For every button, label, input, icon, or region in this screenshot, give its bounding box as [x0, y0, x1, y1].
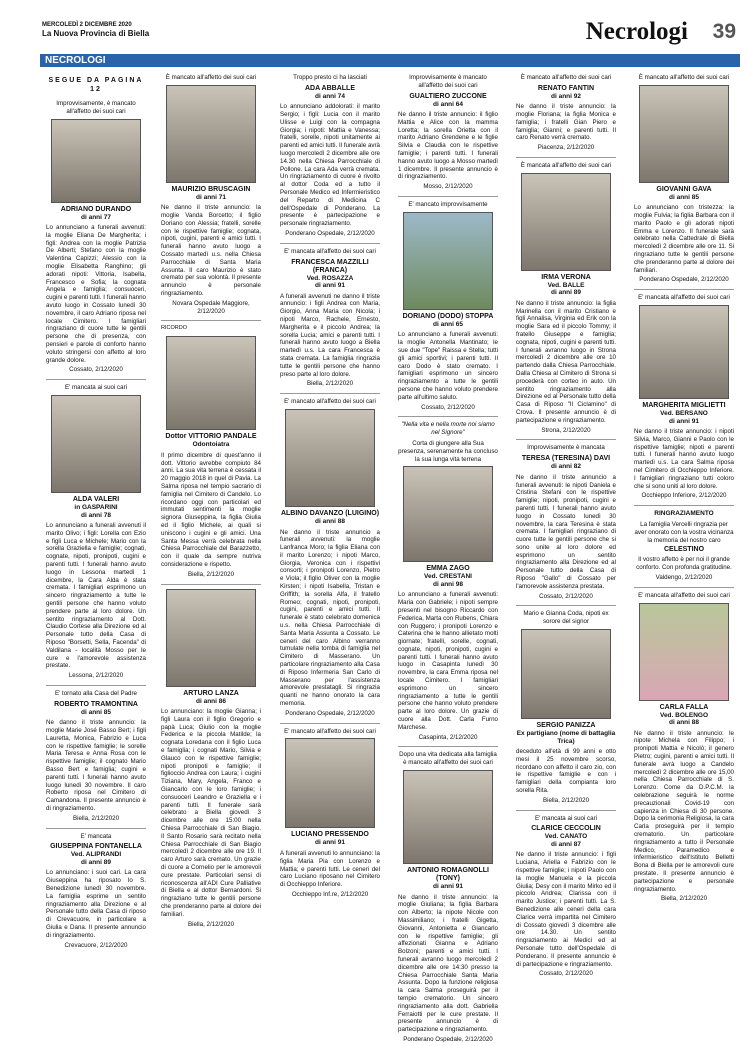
notice-verona [516, 162, 616, 434]
portrait-photo [166, 589, 256, 687]
portrait-photo [521, 629, 611, 719]
notice-gava [634, 74, 734, 284]
notice-sign: Biella, 2/12/2020 [187, 570, 235, 578]
deceased-name: GIUSEPPINA FONTANELLA [50, 843, 142, 851]
notice-text: Ne danno il triste annuncio: i nipoti Silvia, Marco, Gianni e Paolo con le rispettive famiglie; nipoti e parenti tutti. I funerali hanno avuto luogo martedì u.s. La cara Salma riposa nel Cimitero di Occhieppo Inferiore. I famigliari ringraziano tutti coloro che si sono uniti al loro dolore. [634, 428, 734, 490]
notice-sign: Occhieppo Inf.re, 2/12/2020 [291, 890, 369, 898]
notice-romagnolli [398, 751, 498, 1042]
deceased-name: RENATO FANTIN [537, 84, 595, 92]
notice-intro: È mancato all'affetto dei suoi cari [165, 74, 257, 81]
deceased-name: CLARICE CECCOLIN [531, 825, 601, 833]
notice-text: deceduto all'età di 99 anni e otto mesi il 25 novembre scorso, ricordano con affetto il caro zio, con le rispettive famiglie e con i famigliari della compianta loro sorella Rita. [516, 748, 616, 795]
notice-intro: E' mancato all'affetto dei suoi cari [284, 727, 376, 735]
deceased-age: di anni 91 [315, 282, 345, 290]
deceased-age: di anni 65 [433, 320, 463, 328]
deceased-name: DORIANO (DODO) STOPPA [402, 312, 494, 320]
notice-zuccone [398, 74, 498, 191]
deceased-name: FRANCESCA MAZZILLI (FRANCA) [291, 258, 369, 274]
divider [280, 243, 380, 244]
notice-ringraziamento [634, 510, 734, 582]
notice-sign: Ponderano Ospedale, 2/12/2020 [639, 276, 729, 284]
notice-intro: Corta di giungere alla Sua presenza, serenamente ha concluso la sua lunga vita terrena [398, 439, 498, 463]
notice-text: Lo annunciano: i suoi cari. La cara Giuseppina ha riposato lo S. Benedizione lunedì 30 novembre. La famiglia esprime un sentito ringraziamento alla Direzione e al Personale tutto della Casa di riposo di Crevacuore, in particolare a Giulia e Dana. Il presente annuncio di ringraziamento. [46, 869, 146, 939]
divider [46, 379, 146, 380]
notice-sign: Cossato, 2/12/2020 [539, 592, 593, 600]
column-6 [634, 72, 734, 1042]
deceased-name: LUCIANO PRESSENDO [291, 831, 369, 839]
divider [516, 439, 616, 440]
notice-text: Lo annunciano: la moglie Gianna; i figli Laura con il figlio Gregorio e papà Luca; Giulio con la moglie Federica e la piccola Matilde; la cognata Loredana con il figlio Luca e famiglia; i cognati Mario, Silvia e Glauco con le rispettive famiglie; nipoti pronipoti e famiglie; il figlioccio Andrea con Laura; i cugini Tiziana, Mary, Angela, Franco e Giancarlo con le loro famiglie; i consuoceri Leandro e Graziella e i parenti tutti. Il funerale sarà celebrato a Biella giovedì 3 dicembre alle ore 15:00 nella Chiesa Parrocchiale di San Biagio. Il Santo Rosario sarà recitato nella Chiesa Parrocchiale di San Biagio mercoledì 2 dicembre alle ore 19. Il caro Arturo sarà cremato. Un grazie di cuore a Cornelio per le amorevoli cure prestate. Particolari sensi di riconoscenza all'ADI Cure Palliative di Biella e al dottor Bernardoni. Si ringraziano tutte le gentili persone che prenderanno parte al dolore dei familiari. [161, 708, 261, 918]
deceased-age: di anni 88 [315, 518, 345, 525]
notice-intro: E' mancato improvvisamente [408, 201, 488, 209]
notice-text: Ne danno il triste annuncio a funerali avvenuti: le nipoti Daniela e Cristina Stefani con le rispettive famiglie; nipoti, pronipoti, cugini e parenti tutti. I funerali hanno avuto luogo in Cossato lunedì 30 novembre, la cara Teresina è stata cremata. I famigliari ringraziano di cuore tutte le gentili persone che si sono unite al loro dolore ed esprimono un sentito ringraziamento alla Direzione ed al Personale tutto della Casa di Riposo "Gallo" di Cossato per l'amorevole assistenza prestata. [516, 473, 616, 590]
portrait-photo [521, 173, 611, 271]
column-3 [280, 72, 380, 1042]
notice-text: A funerali avvenuti ne danno il triste annuncio: i figli Andrea con Maria, Giorgio, Anna Maria con Nicola; i nipoti Marco, Rachele, Ernesto, Margherita e il piccolo Andrea; la sorella Lucia; amici e parenti tutti. I funerali hanno avuto luogo a Biella martedì u.s. La cara Francesca è stata cremata. La famiglia ringrazia tutte le gentili persone che hanno preso parte al loro dolore. [280, 292, 380, 378]
deceased-name: GIOVANNI GAVA [656, 185, 712, 193]
deceased-subname: Ved. BALLE [547, 281, 585, 289]
divider [398, 746, 498, 747]
deceased-name: ANTONIO ROMAGNOLLI (TONY) [407, 867, 489, 883]
deceased-age: di anni 71 [196, 193, 226, 201]
notice-sign: Valdengo, 2/12/2020 [655, 574, 713, 582]
notice-sign: Mosso, 2/12/2020 [423, 183, 473, 191]
section-bar [40, 54, 740, 67]
notice-sign: Biella, 2/12/2020 [542, 796, 590, 804]
deceased-name: CELESTINO [663, 546, 705, 554]
deceased-name: ADA ABBALLE [304, 84, 356, 92]
notice-intro: E' mancato all'affetto dei suoi cari [284, 398, 376, 406]
divider [161, 320, 261, 321]
column-2 [161, 72, 261, 1042]
deceased-subname: Ved. ALIPRANDI [70, 851, 122, 859]
divider [516, 810, 616, 811]
notice-intro: E' mancata all'affetto dei suoi cari [638, 294, 730, 302]
notice-text: Lo annunciano a funerali avvenuti: la moglie Eliana De Margherita; i figli: Andrea con la moglie Patrizia De Alberti; Stefano con la moglie Valentina Capizzi; Alessio con la moglie Elisabetta Ranghino; gli adorati nipoti: Vittoria, Isabella, Francesco e Sofia; la cognata Angela e famiglia; consuoceri, cugini e parenti tutti. I funerali hanno avuto luogo in Cossato lunedì 30 novembre, il caro Adriano riposa nel locale Cimitero. I famigliari ringraziano di cuore tutte le gentili persone che di presenza, con pensieri e parole di conforto hanno voluto stringersi con affetto al loro grande dolore. [46, 224, 146, 364]
notice-text: Lo annunciano a funerali avvenuti: la moglie Antonella Mantinato; le sue due "Tope" Raissa e Stella; tutti gli amici sportivi; i parenti tutti. Il caro Dodo è stato cremato. I famigliari esprimono un sincero ringraziamento a tutte le gentili persone che hanno voluto prendere parte all'ultimo saluto. [398, 331, 498, 401]
notice-fantin [516, 74, 616, 152]
portrait-photo [285, 738, 375, 828]
deceased-subname: Ved. BERSANO [660, 410, 708, 418]
notice-text: Ne danno il triste annuncio: la figlia Marinella con il marito Cristiano e figli Annalisa, Virginia ed Erik con la moglie Sara ed il piccolo Tommy; il fratello Giuseppe e famiglia; cognata, nipoti, cugini e parenti tutti. I funerali avranno luogo in Strona mercoledì 2 dicembre alle ore 10 partendo dalla Chiesa Parrocchiale. Dalla Chiesa al Cimitero di Strona si procederà con corteo in auto. Un sentito ringraziamento alla Direzione ed al Personale tutto della Casa di Riposo "Il Ciclamino" di Crova. Il presente annuncio è di partecipazione e ringraziamento. [516, 299, 616, 424]
deceased-age: di anni 82 [551, 463, 581, 471]
section-bar-label: NECROLOGI [45, 55, 106, 66]
divider [634, 505, 734, 506]
deceased-name: CARLA FALLA [659, 703, 709, 711]
section-title: Necrologi [585, 18, 688, 45]
deceased-name: ALDA VALERI [72, 496, 120, 504]
notice-sign: Ponderano Ospedale, 2/12/2020 [403, 1035, 493, 1042]
column-4 [398, 72, 498, 1042]
notice-panizza [516, 610, 616, 804]
notice-tramontina [46, 690, 146, 823]
notice-valeri [46, 384, 146, 680]
notice-sign: Lessona, 2/12/2020 [68, 672, 124, 680]
divider [280, 393, 380, 394]
portrait-photo [403, 770, 493, 864]
deceased-age: di anni 77 [81, 213, 111, 221]
deceased-subname: Ved. BOLENGO [659, 711, 709, 719]
deceased-name: GUALTIERO ZUCCONE [409, 92, 487, 100]
notice-intro: RICORDO [161, 325, 187, 332]
deceased-name: MAURIZIO BRUSCAGIN [171, 185, 251, 193]
issue-date: MERCOLEDÌ 2 DICEMBRE 2020 [42, 22, 132, 28]
notice-bruscagin [161, 74, 261, 315]
notice-text: La famiglia Vercelli ringrazia per aver onorato con la vostra vicinanza la memoria del nostro caro [634, 521, 734, 544]
deceased-age: di anni 88 [669, 719, 699, 727]
notice-intro: E' mancata [80, 832, 112, 840]
notice-sign: Crevacuore, 2/12/2020 [64, 941, 128, 949]
deceased-age: di anni 91 [315, 839, 345, 847]
notice-miglietti [634, 294, 734, 500]
deceased-name: ADRIANO DURANDO [60, 205, 132, 213]
notice-quote: "Nella vita e nella morte noi siamo nel Signore" [401, 421, 495, 437]
notice-sign: Strona, 2/12/2020 [541, 426, 591, 434]
notice-text: Ne danno il triste annuncio: la moglie Marie José Basso Bert; i figli Lauretta, Monica, Fabrizio e Luca con le rispettive famiglie; le sorelle Maria Teresa e Anna Rosa con le rispettive famiglie; il cognato Mario Basso Bert e famiglia; cugini e parenti tutti. I funerali hanno avuto luogo lunedì 30 novembre. Il caro Roberto riposa nel Cimitero di Camandona. Il presente annuncio è di ringraziamento. [46, 719, 146, 813]
segue-note [46, 76, 146, 94]
divider [398, 196, 498, 197]
divider [516, 157, 616, 158]
notice-sign: Cossato, 2/12/2020 [421, 403, 475, 411]
notice-fella [634, 592, 734, 903]
divider [280, 723, 380, 724]
deceased-subname: in GASPARINI [74, 504, 118, 512]
deceased-name: TERESA (TERESINA) DAVI [521, 455, 611, 463]
notice-intro: Dopo una vita dedicata alla famiglia è mancato all'affetto dei suoi cari [399, 751, 497, 767]
portrait-photo [166, 85, 256, 183]
portrait-photo [166, 336, 256, 430]
page-number: 39 [712, 20, 736, 43]
notice-intro: È mancata all'affetto dei suoi cari [520, 162, 612, 170]
notice-text: Lo annunciano con tristezza: la moglie Fulvia; la figlia Barbara con il marito Paolo e gli adorati nipoti Emma e Lorenzo. Il funerale sarà celebrato nella Cattedrale di Biella mercoledì 2 dicembre alle ore 11. Si ringraziano tutte le gentili persone che prenderanno parte al dolore dei familiari. [634, 204, 734, 274]
notice-text: Lo annunciano a funerali avvenuti: Maria con Gabriele; i nipoti sempre presenti nel bisogno Riccardo con Federica, Marta con Rubens, Chiara con Ruggero; i pronipoti Lorenzo e Caterina che le hanno allietato molti giornate; fratelli, sorelle, cognati, cognate, nipoti, pronipoti, cugini e parenti tutti. I funerali hanno avuto luogo in Casapinta lunedì 30 novembre, la cara Emma riposa nel locale Cimitero. I famigliari esprimono un sincero ringraziamento a tutte le gentili persone che hanno voluto prendere parte al loro dolore. Un grazie di cuore alla Dott. Carla Furno Marchese. [398, 591, 498, 731]
divider [398, 416, 498, 417]
cyclist-photo [403, 212, 493, 310]
notice-text: Ne danno il triste annuncio: le nipote Michela con Filippo; i pronipoti Mattia e Nicolò; il genero Pietro; cugini, parenti e amici tutti. Il funerale avrà luogo a Candelo mercoledì 2 dicembre alle ore 15,00 nella Chiesa Parrocchiale di S. Lorenzo. Come da D.P.C.M. la celebrazione seguirà le norme precauzionali Covid-19 con capienza in Chiesa di 30 persone. Dopo la cerimonia Religiosa, la cara Carla proseguirà per il tempio crematorio. Un particolare ringraziamento a tutto il Personale Medico, Paramedico e Infermieristico dell'Istituto Belletti Bona di Biella per le amorevoli cure prestate. Il presente annuncio è partecipazione e personale ringraziamento. [634, 729, 734, 893]
notice-davi [516, 444, 616, 600]
notice-intro: Improvvisamente è mancata [527, 444, 605, 452]
divider [46, 828, 146, 829]
segue-label: SEGUE DA PAGINA 12 [48, 77, 144, 93]
notice-sign: Biella, 2/12/2020 [660, 895, 708, 903]
deceased-name: ROBERTO TRAMONTINA [54, 700, 138, 708]
deceased-age: di anni 91 [433, 883, 463, 891]
deceased-name: Dottor VITTORIO PANDALE [165, 433, 257, 441]
notice-stoppa [398, 201, 498, 411]
notice-sign: Ponderano Ospedale, 2/12/2020 [285, 230, 375, 238]
notice-lanza [161, 589, 261, 929]
notice-text: Ne danno il triste annuncio: la moglie Giuliana; la figlia Barbara con Alberto; la nipote Nicole con Massimiliano; i fratelli Gigetta, Giovanni, Antonietta e Giancarlo con le rispettive famiglie; gli affezionati Gianna e Adriano Bolzoni; parenti e amici tutti. I funerali avranno luogo mercoledì 2 dicembre alle ore 14:30 presso la Chiesa Parrocchiale Santa Maria Assunta. Dopo la funzione religiosa la cara Salma proseguirà per il tempio crematorio. Un sincero ringraziamento alla dott. Gabriella Ferraiotti per le cure prestate. Il presente annuncio è di partecipazione e ringraziamento. [398, 893, 498, 1034]
divider [161, 584, 261, 585]
portrait-photo [403, 466, 493, 562]
deceased-name: MARGHERITA MIGLIETTI [642, 402, 726, 410]
notice-text: Lo annunciano addolorati: il marito Sergio; i figli: Lucia con il marito Ulisse e Luigi con la compagna Giorgia; i nipoti: Mattia e Vanessa; fratelli, sorelle, nipoti unitamente ai parenti ed amici tutti. Il funerale avrà luogo mercoledì 2 dicembre alle ore 14.30 nella Chiesa Parrocchiale di Pollone. La cara Ada verrà cremata. Un ringraziamento di cuore è rivolto al dottor Coda ed a tutto il Personale Medico ed Infermieristico del Reparto di Medicina C dell'Ospedale di Ponderano. La presente è partecipazione e personale ringraziamento. [280, 103, 380, 228]
notice-intro: Mario e Gianna Coda, nipoti ex sorore del signor [523, 610, 609, 626]
notice-abballe [280, 74, 380, 238]
portrait-photo [51, 395, 141, 493]
deceased-subname: Ved. CRESTANI [424, 573, 472, 581]
deceased-name: SERGIO PANIZZA [536, 722, 596, 730]
notice-text: Ne danno il triste annuncio: la moglie Vanda Borcetto; il figlio Doriano con Alessia; fratelli, sorelle con le rispettive famiglie; cognata, nipoti, cugini, parenti e amici tutti. I funerali hanno avuto luogo a Cossato martedì u.s. nella Chiesa Parrocchiale di Santa Maria Assunta. Il caro Maurizio è stato cremato per sua volontà. Il presente annuncio è personale ringraziamento. [161, 204, 261, 298]
paper-name: La Nuova Provincia di Biella [42, 29, 150, 38]
notice-mazzilli [280, 248, 380, 388]
notice-intro: E' mancata ai suoi cari [534, 814, 598, 822]
deceased-name: IRMA VERONA [541, 273, 591, 281]
divider [46, 685, 146, 686]
notice-sign: Biella, 2/12/2020 [72, 814, 120, 822]
deceased-name: ALBINO DAVANZO (LUIGINO) [280, 510, 380, 517]
notice-sign: Novara Ospedale Maggiore, 2/12/2020 [172, 299, 250, 315]
notice-intro: Improvvisamente è mancato all'affetto dei suoi cari [409, 74, 487, 89]
deceased-name: ARTURO LANZA [183, 689, 239, 697]
notice-intro: È mancato all'affetto dei suoi cari [638, 74, 730, 81]
notice-zago [398, 421, 498, 741]
notice-intro: È mancato all'affetto dei suoi cari [520, 74, 612, 81]
divider [634, 587, 734, 588]
notice-text: Ne danno il triste annuncio: la moglie Floriana; la figlia Monica e famiglia; i fratelli Gian Piero e famiglia; Gianni; e parenti tutti. Il caro Renato verrà cremato. [516, 103, 616, 142]
deceased-age: di anni 92 [551, 92, 581, 100]
notice-intro: E' tornato alla Casa del Padre [54, 689, 137, 697]
notice-text: Lo annunciano a funerali avvenuti il marito Olivo; i figli: Lorella con Ezio e figli Luca e Michele; Mario con la sorella Graziella e famiglie; cognati, cognate, nipoti, pronipoti, cugini e parenti tutti. I funerali hanno avuto luogo in Lessona martedì 1 dicembre, la Cara Alda è stata cremata. I famigliari esprimono un sincero ringraziamento a tutte le gentili persone che hanno voluto prendere parte al loro dolore. Un sentito ringraziamento al Dott. Claudio Cortese alla Direzione ed al Personale tutto della Casa di Riposo "Borsetti, Sella, Facenda" di Valdilana - località Mosso per le cure e l'amorevole assistenza prestate. [46, 522, 146, 670]
deceased-name: EMMA ZAGO [426, 565, 470, 573]
deceased-age: di anni 91 [669, 417, 699, 425]
notice-pandale [161, 325, 261, 578]
notice-intro: Improvvisamente, è mancato all'affetto dei suoi cari [56, 100, 136, 115]
deceased-age: di anni 89 [81, 858, 111, 866]
divider [634, 289, 734, 290]
deceased-age: di anni 89 [551, 289, 581, 297]
notice-sign: Occhieppo Inferiore, 2/12/2020 [641, 492, 727, 500]
portrait-photo [285, 409, 375, 507]
notice-text: Il primo dicembre di quest'anno il dott. Vittorio avrebbe compiuto 84 anni. La sua vita terrena è cessata il 20 maggio 2018 in quel di Pavia. La Salma riposa nel tempio sacrario di famiglia nel Cimitero di Candelo. Lo ricordano oggi con particolari ed immutati sentimenti la moglie signora Giuseppina, la figlia Giulia ed il figlio Michele, ai quali si uniscono i cugini e gli amici. Una Santa Messa verrà celebrata nella Chiesa Parrocchiale del Barazzetto, con il quale da sempre nutriva considerazione e rispetto. [161, 451, 261, 568]
notice-fontanella [46, 833, 146, 950]
portrait-photo [639, 305, 729, 399]
divider [516, 605, 616, 606]
column-1 [46, 72, 146, 1042]
notice-sign: Biella, 2/12/2020 [306, 380, 354, 388]
notice-sign: Cossato, 2/12/2020 [69, 366, 123, 374]
deceased-age: di anni 87 [551, 840, 581, 848]
portrait-photo [51, 119, 141, 203]
column-5 [516, 72, 616, 1042]
notice-ceccolin [516, 815, 616, 979]
notice-text: Ne danno il triste annuncio: il figlio Mattia e Alice con la mamma Loretta; la sorella Orietta con il marito Adriano Grendene e le figlie Silvia e Claudia con le rispettive famiglie; i parenti tutti. I funerali hanno avuto luogo a Mosso martedì 1 dicembre. Il presente annuncio è di ringraziamento. [398, 111, 498, 181]
deceased-age: di anni 98 [433, 580, 463, 588]
notice-intro: E' mancata all'affetto dei suoi cari [638, 591, 730, 599]
notice-text: A funerali avvenuti lo annunciano: la figlia Maria Pia con Lorenzo e Mattia; e parenti tutti. Le ceneri del caro Luciano riposano nel Cimitero di Occhieppo Inferiore. [280, 849, 380, 889]
notice-sign: Ponderano Ospedale, 2/12/2020 [285, 709, 375, 717]
deceased-age: di anni 64 [433, 100, 463, 108]
deceased-age: di anni 85 [669, 193, 699, 201]
notice-intro: E' mancata ai suoi cari [64, 384, 128, 392]
page-header [0, 0, 750, 50]
notice-sign: Casapinta, 2/12/2020 [418, 733, 478, 741]
notice-davanzo [280, 398, 380, 717]
deceased-age: di anni 78 [81, 511, 111, 519]
notice-pressendo [280, 728, 380, 899]
deceased-subname: Ved. CANATO [544, 833, 588, 841]
deceased-subname: Odontoiatra [192, 441, 230, 449]
deceased-age: di anni 86 [196, 697, 226, 705]
notice-intro: Troppo presto ci ha lasciati [293, 74, 367, 81]
notice-text: Ne danno il triste annuncio a funerali avvenuti: la moglie Lanfranca Moro; la figlia Eliana con il marito Lorenzo; i nipoti Marco, Giorgia, Veronica con i rispettivi consorti; i pronipoti Lorenzo, Pietro e Viola; il figlio Oliver con la moglie Kirsten; i nipoti Isabella, Tristan e Griffith; la sorella Alfa, il fratello Romeo; cognati, nipoti, pronipoti, cugini, parenti e amici tutti. Il funerale è stato celebrato domenica u.s. nella Chiesa Parrocchiale di Santa Maria Assunta a Cossato. Le ceneri del caro Albino verranno tumulate nella tomba di famiglia nel Cimitero di Masserano. Un particolare ringraziamento alla Casa di Riposo Infermeria San Carlo di Masserano per l'assistenza amorevole prestatagli. Si ringrazia quanti ne hanno onorato la cara memoria. [280, 528, 380, 708]
notice-intro: E' mancata all'affetto dei suoi cari [284, 247, 376, 255]
portrait-photo [639, 603, 729, 701]
notice-sign: Biella, 2/12/2020 [187, 920, 235, 928]
notice-sign: Cossato, 2/12/2020 [539, 970, 593, 978]
deceased-subname: Ex partigiano (nome di battaglia Trica) [516, 730, 616, 745]
deceased-age: di anni 85 [81, 708, 111, 716]
notice-text: Ne danno il triste annuncio: i figli Luciana, Ariella e Fabrizio con le rispettive famiglie; i nipoti Paolo con la moglie Manuela e la piccola Giulia; Desy con il marito Mirko ed il piccolo Andrea; Clarissa con il marito Justice; i parenti tutti. La S. Benedizione alle ceneri della cara Clarice verrà impartita nel Cimitero di Cossato giovedì 3 dicembre alle ore 14.30. Un sentito ringraziamento ai Medici ed al Personale tutto dell'Ospedale di Ponderano. Il presente annuncio è di partecipazione e ringraziamento. [516, 851, 616, 968]
notice-title: RINGRAZIAMENTO [654, 510, 714, 518]
notice-sign: Piacenza, 2/12/2020 [537, 144, 595, 152]
notice-durando [46, 100, 146, 374]
deceased-age: di anni 74 [315, 92, 345, 100]
portrait-photo [639, 85, 729, 183]
notice-text-2: Il vostro affetto è per noi il grande conforto. Con profonda gratitudine. [636, 556, 732, 572]
deceased-subname: Ved. ROSAZZA [306, 274, 354, 282]
